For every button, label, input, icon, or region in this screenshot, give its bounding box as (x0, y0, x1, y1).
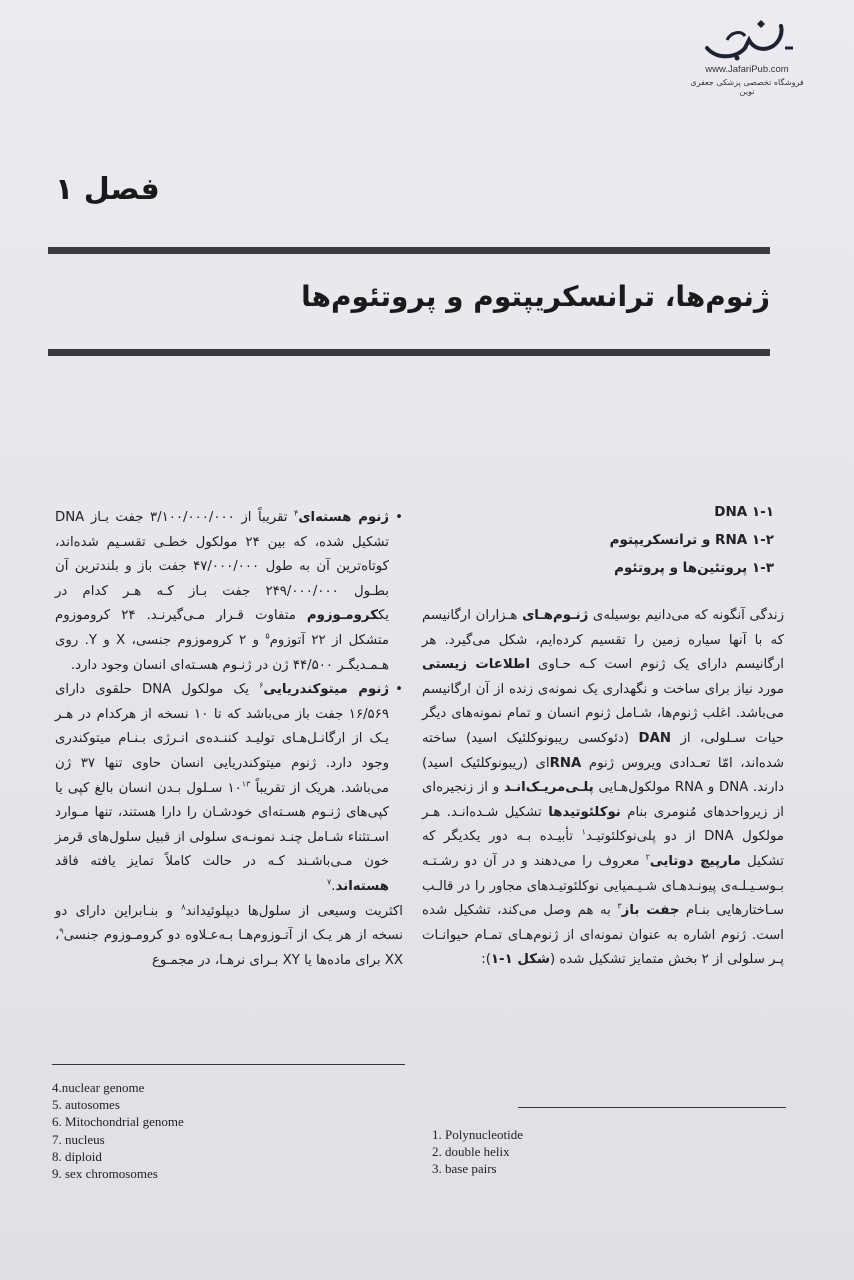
footnote: 6. Mitochondrial genome (52, 1114, 184, 1130)
footnote: 3. base pairs (432, 1161, 497, 1177)
publisher-logo (682, 18, 812, 96)
section-item: ۱-۲ RNA و ترانسکریپتوم (609, 532, 774, 548)
bottom-divider (48, 349, 770, 356)
publisher-subtitle: فروشگاه تخصصی پزشکی جعفری نوین (690, 78, 804, 96)
footnote: 4.nuclear genome (52, 1080, 145, 1095)
section-item: ۱-۱ DNA (714, 504, 774, 520)
top-divider (48, 247, 770, 254)
chapter-title: ژنوم‌ها، ترانسکریپتوم و پروتئوم‌ها (301, 280, 770, 313)
footnotes-right (432, 1126, 523, 1178)
footnote: 7. nucleus (52, 1131, 105, 1147)
footnote: 2. double helix (432, 1144, 510, 1160)
section-list (414, 498, 774, 582)
diploid-paragraph: اکثریت وسیعی از سلول‌ها دیپلوئیداند$^۸$ و بنـابراین دارای دو نسخه از هر یـک از آتـوزوم‌هـا بـه‌عـلاوه دو کرومـوزوم جنسی$^۹$، XX برای ماده‌ها یا XY بـرای نرهـا، در مجمـوع (55, 902, 404, 968)
footnote-divider-left (52, 1064, 405, 1065)
right-column-text (422, 604, 784, 973)
left-column-text (55, 506, 403, 973)
footnote: 8. diploid (52, 1148, 102, 1164)
footnotes-left (52, 1079, 184, 1182)
publisher-logo-icon (697, 18, 797, 62)
section-item: ۱-۳ پروتئین‌ها و پروتئوم (614, 560, 774, 576)
chapter-label: فصل ۱ (55, 172, 160, 207)
mito-genome-bullet: • ژنوم میتوکندریایی$^۶$ یک مولکول DNA حلقوی دارای ۱۶/۵۶۹ جفت باز می‌باشد که تا ۱۰ نسخه از هرکدام در هـر یـک از ارگانـل‌هـای تولیـد کننـده‌ی انـرژی بـنـام میتوکندری وجود دارد. ژنوم میتوکندریایی انسان حاوی تنها ۳۷ ژن می‌باشد. هریک از تقریباً $۱۰^{۱۳}$ سـلول بـدن انسان بالغ کپی یا کپی‌های ژنـوم هسـته‌ای خودشـان را دارا هستند، تنها مـوارد اسـتثناء شـامل چنـد نمونـه‌ی سلولی از قبیل سلول‌های قرمز خون مـی‌باشـند کـه در حالت کاملاً تمایز یافته فاقد هسته‌اند.$^۷$ (55, 678, 403, 899)
footnote: 9. sex chromosomes (52, 1166, 158, 1182)
footnote: 5. autosomes (52, 1097, 120, 1113)
publisher-url: www.JafariPub.com (705, 64, 789, 75)
nuclear-genome-bullet: • ژنوم هسته‌ای$^۴$ تقریباً از ۳/۱۰۰/۰۰۰/۰۰۰ جفت بـاز DNA تشکیل شده، که بین ۲۴ مولکول خطـی تقسـیم شده‌اند، کوتاه‌ترین آن به طول ۴۷/۰۰۰/۰۰۰ جفت باز و بلندترین آن بطـول ۲۴۹/۰۰۰/۰۰۰ جفت بـاز کـه هـر کدام در یککرومـوزوم متفاوت قـرار مـی‌گیرنـد. ۲۴ کروموزوم متشکل از ۲۲ آتوزوم$^۵$ و ۲ کروموزوم جنسی، X و Y. روی هـمـدیگـر ۴۴/۵۰۰ ژن در ژنـوم هسـته‌ای انسان وجود دارد. (55, 506, 403, 678)
footnote: 1. Polynucleotide (432, 1127, 523, 1142)
intro-paragraph: زندگی آنگونه که می‌دانیم بوسیله‌ی ژنـوم‌هـای هـزاران ارگانیسم که با آنها سیاره زمین را تقسیم کرده‌ایم، شکل می‌گیرد. هر ارگانیسم دارای یک ژنوم است کـه حـاوی اطلاعات زیستی مورد نیاز برای ساخت و نگهداری یک نمونه‌ی زنده از آن ارگانیسم می‌باشد. اغلب ژنوم‌ها، شـامل ژنوم انسان و تمام نمونه‌های دیگر حیات سـلولی، از DAN (دئوکسی ریبونوکلئیک اسید) ساخته شده‌اند، امّا تعـدادی ویروس ژنوم RNAای (ریبونوکلئیک اسید) دارند. DNA و RNA مولکول‌هـایی پلـی‌مریـک‌انـد و از زنجیره‌ای از زیرواحدهای مُنومری بنام نوکلئوتیدها تشکیل شـده‌انـد. هـر مولکول DNA از دو پلی‌نوکلئوتیـد$^۱$ تأبیـده بـه دور یکدیگر که تشکیل مارپیچ دوتایی$^۲$ معروف را می‌دهند و در آن دو رشـتـه بـوسـیـلـه‌ی پیونـدهـای شـیـمیایی نوکلئوتیـدهای مجاور را در قالـب سـاختارهایی بنـام جفت باز$^۳$ به هم وصل می‌کند، تشکیل شده است. ژنوم اشاره به عنوان نمونه‌ای از ژنوم‌هـای تمـام حیوانـات پـر سلولی از ۲ بخش متمایز تشکیل شده (شکل ۱-۱): (422, 608, 785, 968)
footnote-divider-right (518, 1107, 786, 1108)
